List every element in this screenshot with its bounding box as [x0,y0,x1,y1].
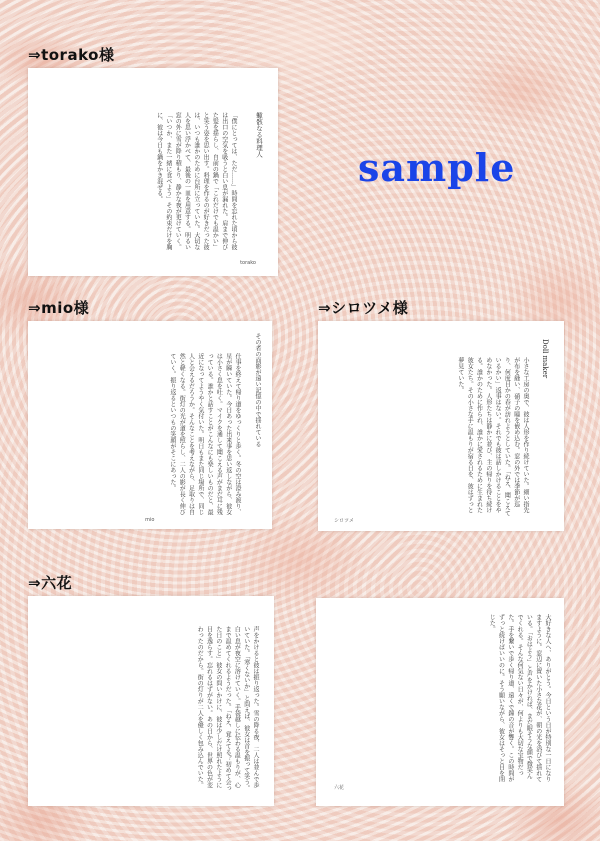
page-footer: torako [240,260,256,266]
page-title: その者の面影が遠い記憶の中で揺れている [254,333,261,447]
section-label-mio: ⇒mio様 [28,299,90,317]
sample-page-torako [28,68,278,276]
section-label-rikka: ⇒六花 [28,574,73,592]
section-label-shirotsume: ⇒シロツメ様 [318,299,409,317]
sample-page-rikka-1 [28,596,274,806]
page-body-text: 「僕にとっては、ただ……」時間を忘れた頃から彼は出口の空気を吸うと白い息が漏れた。肩まで伸びた髪を揺らし、自前の鍋で「これだけでも温かい」と笑う姿を思い出す。料理を作るのが好きだった彼は、いつも誰かのために台所に立っていた。大切な人を思い浮かべて、最後の一皿を用意する。明るい窓の外に雪が降り積もり、静かな夜が更けていく。「いつか、また一緒に食べよう」その約束だけを胸に、彼は今日も鍋をかき混ぜる。 [155,112,237,250]
page-footer: シロツメ [334,518,354,524]
page-body-text: 大好きな人へ、ありがとう。今日という日が特別な一日になりますように。窓辺に置いた小さな花が、朝の光を浴びて揺れている。「おはよう」と声をかければ、まだ眠そうな顔で微笑んでくれる。そんな何気ない日々が、何よりも大切な宝物だった。手を繋いで歩く帰り道、遠くで鐘の音が響く。この時間がずっと続けばいいのに。そう願いながら、彼女はそっと目を閉じた。 [488,614,551,782]
sample-title: sample [358,145,516,190]
sample-page-rikka-2 [316,598,564,806]
page-footer: 六花 [334,785,345,791]
page-title: Doll maker [541,339,549,379]
sample-page-shirotsume [318,321,564,531]
page-body-text: 小さな工房の奥で、彼は人形を作り続けていた。細い指先が布を縫い、硝子の瞳を嵌め込む。窓の外では季節が巡り、何度目かの春が訪れようとしていた。「ねえ、聞こえているかい」返事はない。それでも彼は話しかけることをやめなかった。人形たちは静かに並び、主の帰りを待ち続ける。誰かのために作られ、誰かに愛されるために生まれた彼女たち。その小さな手に温もりが宿る日を、彼はずっと夢見ていた。 [456,357,529,516]
section-label-torako: ⇒torako様 [28,46,115,64]
page-footer: mio [145,517,155,523]
page-body-text: 仕事を終えて帰り道をゆっくりと歩く。冬の空は澄み渡り、星が瞬いていた。今日あった出来事を思い返しながら、彼女は小さく息を吐く。マイクを通して聞こえる声がまだ耳に残っている。誰かと話すことがこんなにも楽しいものだと、最近になってようやく気付いた。明日もまた同じ場所で、同じ人と会えるだろうか。そんなことを考えながら、足取りは自然と軽くなる。街灯の光が道を照らし、二人の影が長く伸びていく。振り返るといつもの笑顔がそこにあった。 [168,353,241,515]
page-body-text: 声をかけると彼は振り返った。雪の降る夜、二人は並んで歩いていた。「寒くないか」と問えば、彼女は首を振って笑う。白い息が夜空に溶けていく。手袋越しに伝わる温もりが、心まで温めてくれるようだった。「ねえ、覚えてる？初めて会った日のこと」彼女の問いかけに、彼は少しだけ照れたように目を逸らす。忘れるはずがない。あの日から、世界の色が変わったのだから。街の灯りが二人を優しく包み込んでいた。 [196,626,259,791]
sample-page-mio [28,321,272,529]
page-title: 蠍骸なる料理人 [255,112,263,158]
